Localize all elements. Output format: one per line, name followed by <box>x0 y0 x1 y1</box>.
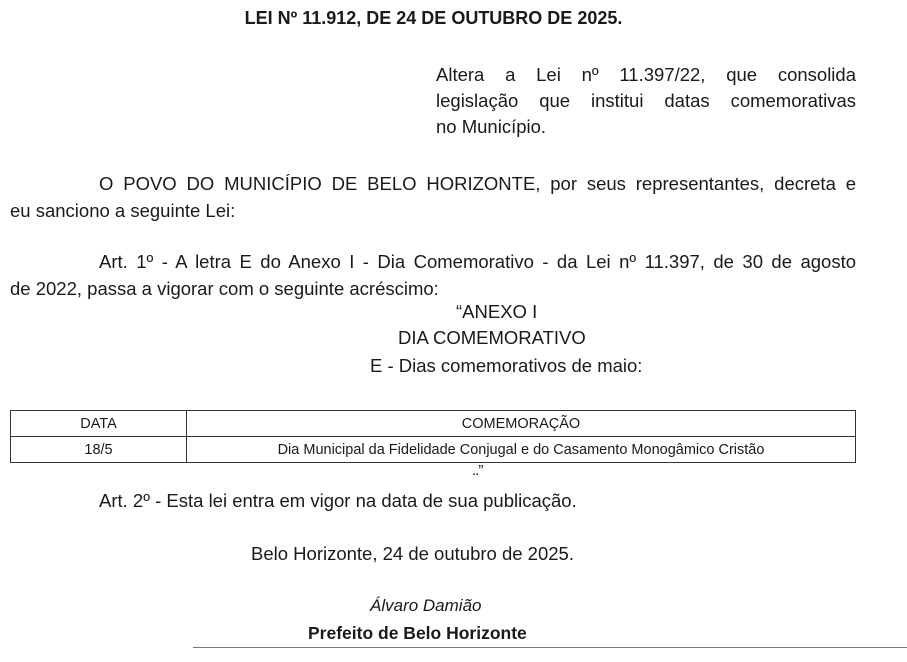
law-title: LEI Nº 11.912, DE 24 DE OUTUBRO DE 2025. <box>244 8 623 28</box>
preamble-line-1: O POVO DO MUNICÍPIO DE BELO HORIZONTE, por seus representantes, decreta e <box>99 173 856 194</box>
row-date: 18/5 <box>11 437 187 463</box>
header-date: DATA <box>11 411 187 437</box>
article-1 <box>10 248 856 302</box>
commemoration-table <box>10 410 856 463</box>
summary-line-3: no Município. <box>436 116 547 137</box>
annex-subtitle: DIA COMEMORATIVO <box>398 327 586 348</box>
preamble <box>10 170 856 224</box>
article-1-line-2: de 2022, passa a vigorar com o seguinte acréscimo: <box>10 278 439 299</box>
annex-section: E - Dias comemorativos de maio: <box>370 355 643 376</box>
summary-line-1: Altera a Lei nº 11.397/22, que consolida <box>436 64 856 85</box>
table-row <box>11 437 856 463</box>
signatory-office: Prefeito de Belo Horizonte <box>308 623 527 643</box>
bottom-rule <box>193 647 907 648</box>
row-commemoration: Dia Municipal da Fidelidade Conjugal e do Casamento Monogâmico Cristão <box>187 437 856 463</box>
table-header-row <box>11 411 856 437</box>
summary-line-2: legislação que institui datas comemorativas <box>436 90 856 111</box>
article-1-line-1: Art. 1º - A letra E do Anexo I - Dia Comemorativo - da Lei nº 11.397, de 30 de agosto <box>99 251 856 272</box>
law-summary <box>436 62 856 140</box>
header-commemoration: COMEMORAÇÃO <box>187 411 856 437</box>
annex-title: “ANEXO I <box>456 301 538 322</box>
article-2: Art. 2º - Esta lei entra em vigor na data de sua publicação. <box>99 490 577 511</box>
preamble-line-2: eu sanciono a seguinte Lei: <box>10 200 236 221</box>
closing-quote-mark: ..” <box>472 462 483 479</box>
place-date: Belo Horizonte, 24 de outubro de 2025. <box>251 543 574 564</box>
signatory-name: Álvaro Damião <box>370 596 482 615</box>
